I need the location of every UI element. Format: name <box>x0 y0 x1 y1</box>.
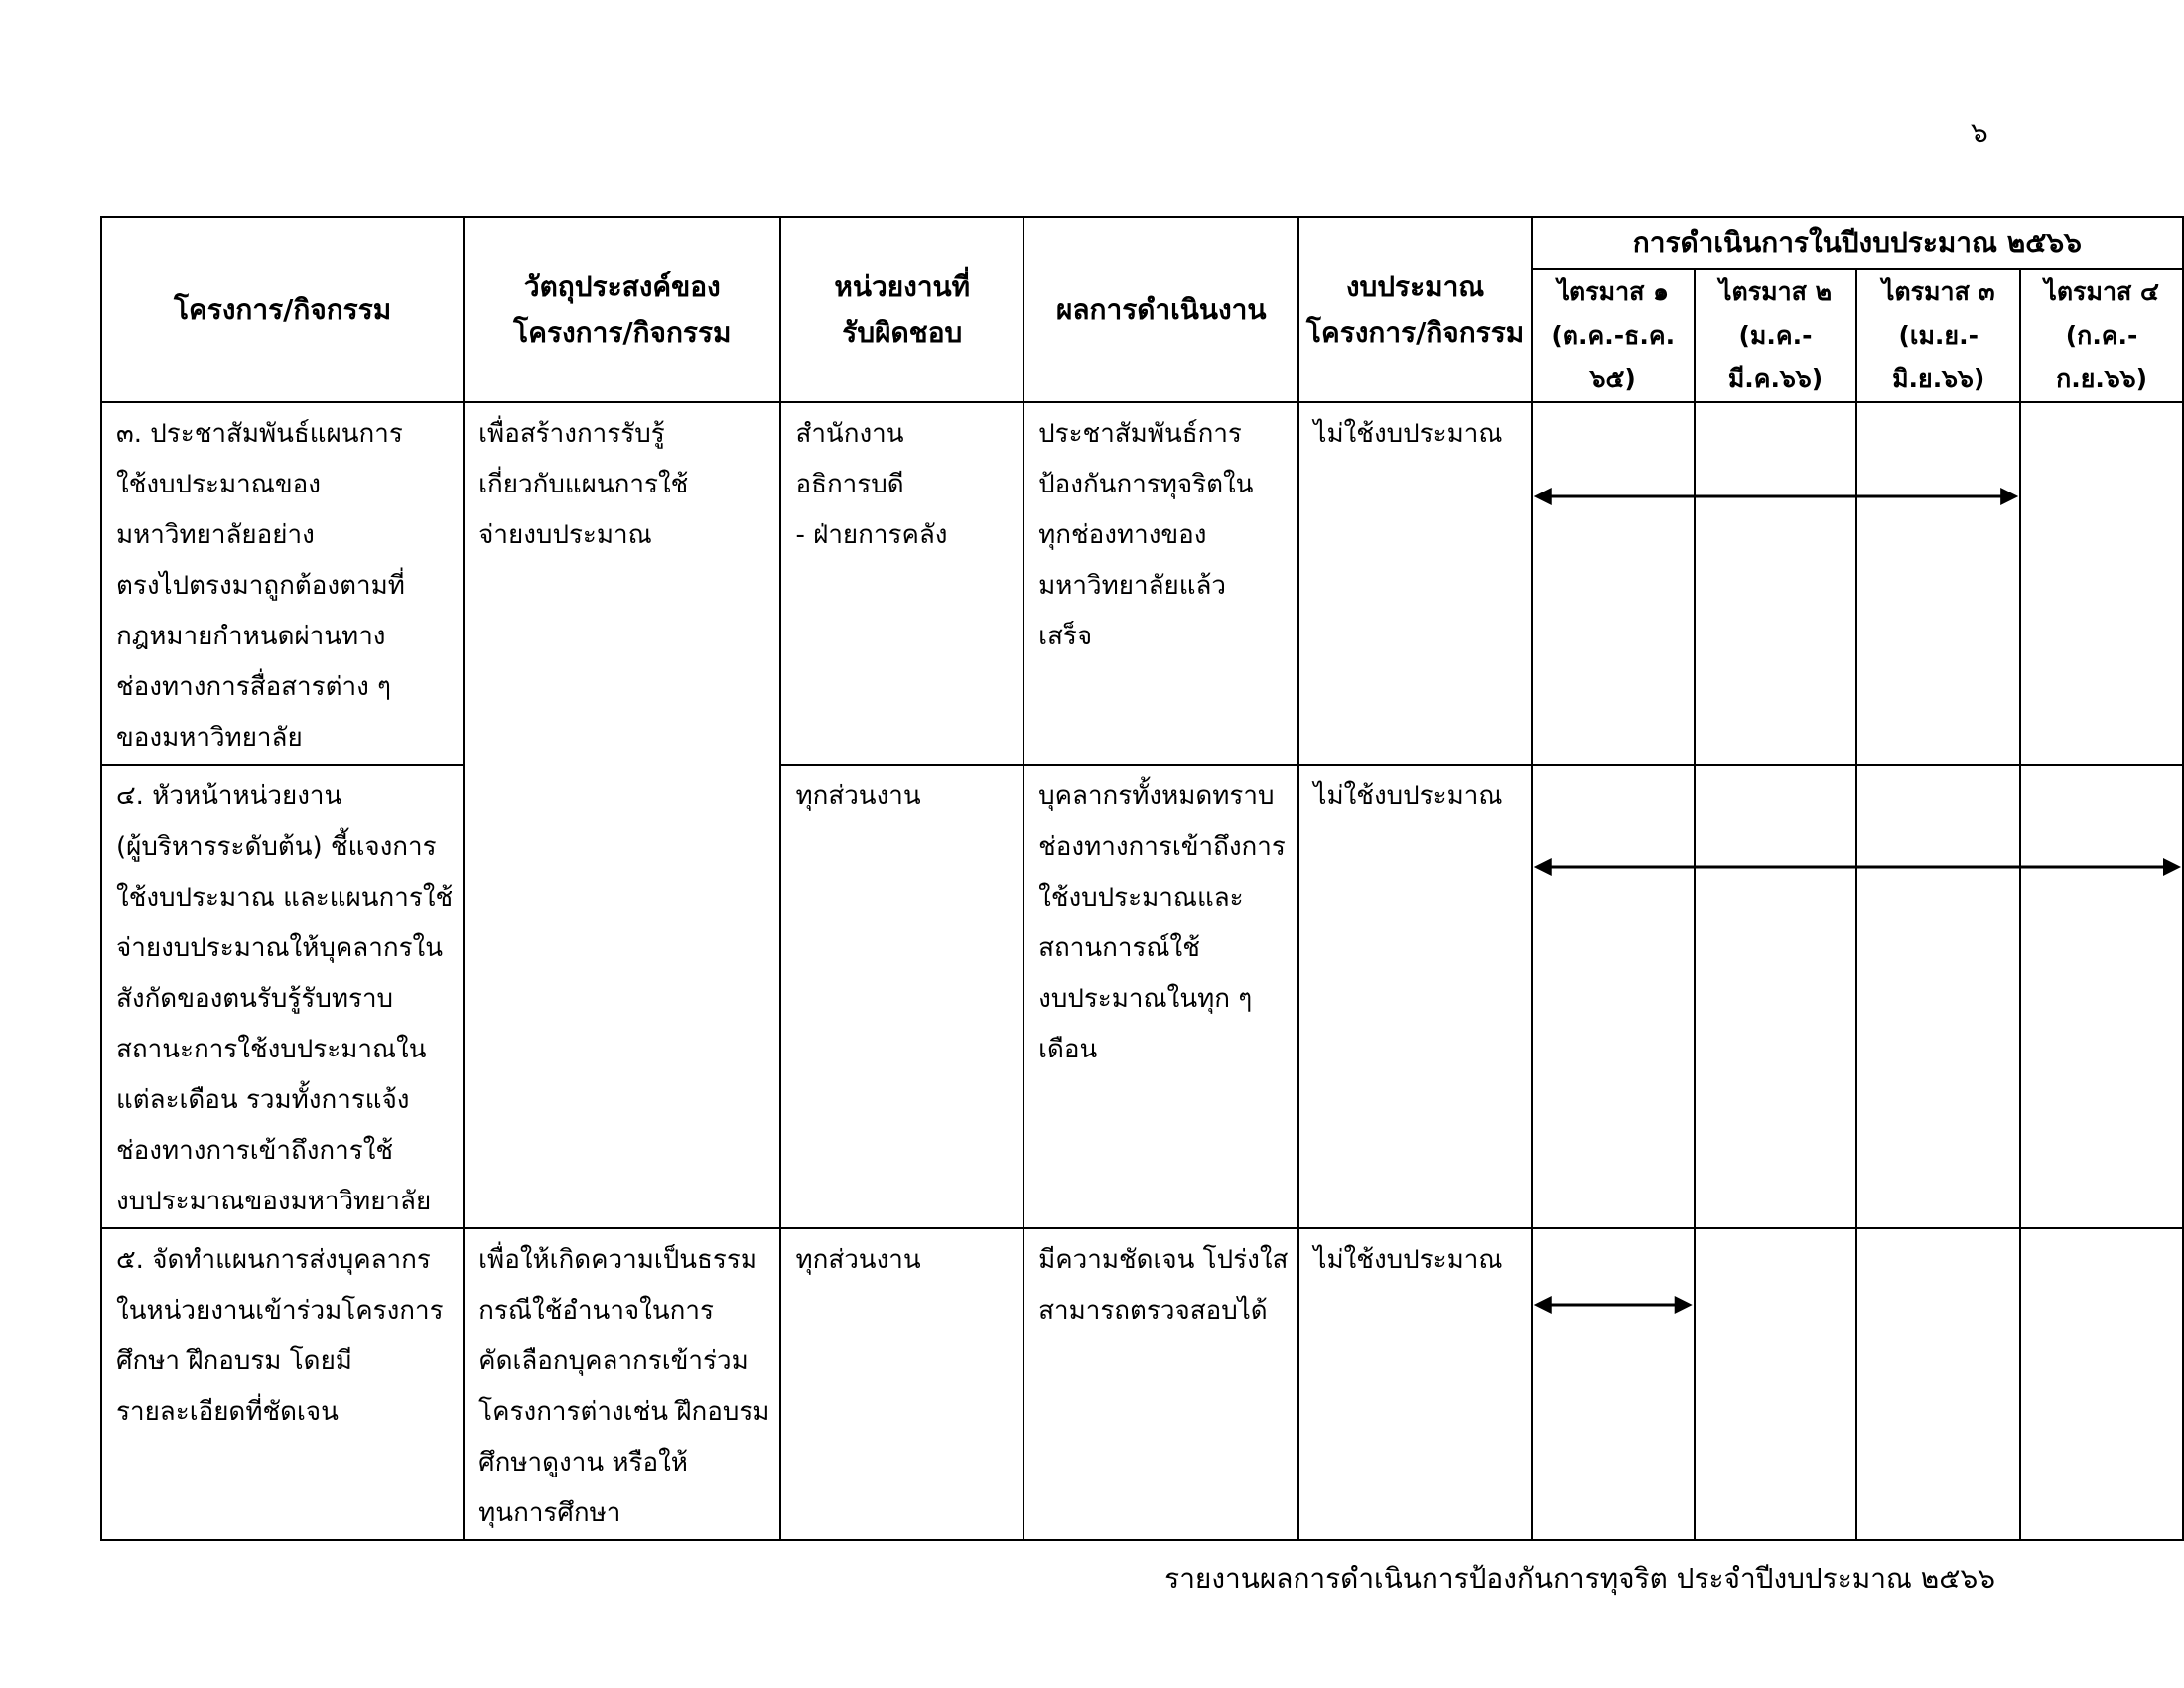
text-line: โครงการ/กิจกรรม <box>513 316 732 349</box>
text-line: ไม่ใช้งบประมาณ <box>1313 781 1503 811</box>
text-line: เสร็จ <box>1038 622 1093 651</box>
table-row <box>101 402 2183 765</box>
text-line: สำนักงาน <box>795 419 904 449</box>
text-line: ศึกษา ฝึกอบรม โดยมี <box>116 1346 352 1376</box>
text-line: ใช้งบประมาณของ <box>116 470 321 499</box>
text-line: สถานการณ์ใช้ <box>1038 933 1200 963</box>
project-cell <box>101 402 464 765</box>
text-line: มหาวิทยาลัยแล้ว <box>1038 571 1227 601</box>
text-line: - ฝ่ายการคลัง <box>795 520 948 550</box>
header-objective <box>464 217 780 402</box>
table-row <box>101 1228 2183 1540</box>
objective-cell <box>464 1228 780 1540</box>
text-line: โครงการ/กิจกรรม <box>1305 316 1525 349</box>
text-line: แต่ละเดือน รวมทั้งการแจ้ง <box>116 1085 410 1115</box>
quarter-cell <box>1856 1228 2020 1540</box>
budget-cell <box>1298 1228 1531 1540</box>
header-operation: การดำเนินการในปีงบประมาณ ๒๕๖๖ <box>1532 217 2183 269</box>
text-line: สังกัดของตนรับรู้รับทราบ <box>116 984 394 1014</box>
text-line: ใช้งบประมาณ และแผนการใช้ <box>116 883 454 913</box>
result-cell <box>1024 1228 1298 1540</box>
header-quarter-3: ไตรมาส ๓ (เม.ย.-มิ.ย.๖๖) <box>1856 269 2020 402</box>
text-line: งบประมาณ <box>1345 270 1485 303</box>
footer-title: รายงานผลการดำเนินการป้องกันการทุจริต ประจำปีงบประมาณ ๒๕๖๖ <box>1164 1562 1995 1595</box>
text-line: ศึกษาดูงาน หรือให้ <box>478 1448 688 1477</box>
text-line: หน่วยงานที่ <box>834 270 971 303</box>
text-line: รายละเอียดที่ชัดเจน <box>116 1397 339 1427</box>
table-row <box>101 765 2183 1228</box>
responsible-cell <box>780 402 1024 765</box>
text-line: ไม่ใช้งบประมาณ <box>1313 419 1503 449</box>
header-responsible <box>780 217 1024 402</box>
text-line: ช่องทางการสื่อสารต่าง ๆ <box>116 672 392 702</box>
quarter-cell <box>1695 765 1857 1228</box>
text-line: ป้องกันการทุจริตใน <box>1038 470 1254 499</box>
quarter-cell <box>1856 402 2020 765</box>
activity-table <box>100 216 2184 1541</box>
text-line: บุคลากรทั้งหมดทราบ <box>1038 781 1275 811</box>
text-line: ทุกช่องทางของ <box>1038 520 1207 550</box>
text-line: มหาวิทยาลัยอย่าง <box>116 520 315 550</box>
text-line: อธิการบดี <box>795 470 904 499</box>
text-line: รับผิดชอบ <box>842 316 963 349</box>
text-line: เพื่อสร้างการรับรู้ <box>478 419 665 449</box>
text-line: ใช้งบประมาณและ <box>1038 883 1244 913</box>
header-budget <box>1298 217 1531 402</box>
project-cell <box>101 765 464 1228</box>
text-line: ตรงไปตรงมาถูกต้องตามที่ <box>116 571 405 601</box>
project-cell <box>101 1228 464 1540</box>
quarter-cell <box>1532 765 1695 1228</box>
text-line: เดือน <box>1038 1035 1098 1064</box>
text-line: คัดเลือกบุคลากรเข้าร่วม <box>478 1346 749 1376</box>
text-line: โครงการต่างเช่น ฝึกอบรม <box>478 1397 770 1427</box>
text-line: จ่ายงบประมาณให้บุคลากรใน <box>116 933 443 963</box>
text-line: กรณีใช้อำนาจในการ <box>478 1296 714 1326</box>
text-line: ช่องทางการเข้าถึงการใช้ <box>116 1136 394 1166</box>
text-line: มีความชัดเจน โปร่งใส <box>1038 1245 1289 1275</box>
text-line: กฎหมายกำหนดผ่านทาง <box>116 622 386 651</box>
text-line: จ่ายงบประมาณ <box>478 520 652 550</box>
page-number: ๖ <box>1971 116 1988 149</box>
quarter-cell <box>1532 402 1695 765</box>
text-line: สถานะการใช้งบประมาณใน <box>116 1035 427 1064</box>
text-line: ทุกส่วนงาน <box>795 781 921 811</box>
text-line: ในหน่วยงานเข้าร่วมโครงการ <box>116 1296 444 1326</box>
quarter-cell <box>2020 765 2183 1228</box>
text-line: เพื่อให้เกิดความเป็นธรรม <box>478 1245 757 1275</box>
quarter-cell <box>1856 765 2020 1228</box>
text-line: ๔. หัวหน้าหน่วยงาน <box>116 781 342 811</box>
text-line: ทุนการศึกษา <box>478 1498 621 1528</box>
text-line: สามารถตรวจสอบได้ <box>1038 1296 1268 1326</box>
text-line: ไม่ใช้งบประมาณ <box>1313 1245 1503 1275</box>
text-line: ประชาสัมพันธ์การ <box>1038 419 1242 449</box>
text-line: โครงการ/กิจกรรม <box>173 293 392 326</box>
budget-cell <box>1298 765 1531 1228</box>
header-quarter-1: ไตรมาส ๑ (ต.ค.-ธ.ค. ๖๕) <box>1532 269 1695 402</box>
text-line: เกี่ยวกับแผนการใช้ <box>478 470 689 499</box>
responsible-cell <box>780 765 1024 1228</box>
text-line: งบประมาณของมหาวิทยาลัย <box>116 1187 432 1216</box>
text-line: วัตถุประสงค์ของ <box>523 270 721 303</box>
quarter-cell <box>2020 1228 2183 1540</box>
header-project <box>101 217 464 402</box>
quarter-cell <box>1532 1228 1695 1540</box>
text-line: ๓. ประชาสัมพันธ์แผนการ <box>116 419 403 449</box>
text-line: ช่องทางการเข้าถึงการ <box>1038 832 1286 862</box>
quarter-cell <box>2020 402 2183 765</box>
text-line: ผลการดำเนินงาน <box>1055 293 1267 326</box>
text-line: (ผู้บริหารระดับต้น) ชี้แจงการ <box>116 832 437 862</box>
header-quarter-2: ไตรมาส ๒ (ม.ค.-มี.ค.๖๖) <box>1695 269 1857 402</box>
text-line: งบประมาณในทุก ๆ <box>1038 984 1253 1014</box>
responsible-cell <box>780 1228 1024 1540</box>
header-result <box>1024 217 1298 402</box>
result-cell <box>1024 402 1298 765</box>
quarter-cell <box>1695 402 1857 765</box>
result-cell <box>1024 765 1298 1228</box>
budget-cell <box>1298 402 1531 765</box>
objective-cell <box>464 402 780 1228</box>
text-line: ทุกส่วนงาน <box>795 1245 921 1275</box>
header-quarter-4: ไตรมาส ๔ (ก.ค.-ก.ย.๖๖) <box>2020 269 2183 402</box>
text-line: ของมหาวิทยาลัย <box>116 723 303 753</box>
quarter-cell <box>1695 1228 1857 1540</box>
text-line: ๕. จัดทำแผนการส่งบุคลากร <box>116 1245 431 1275</box>
